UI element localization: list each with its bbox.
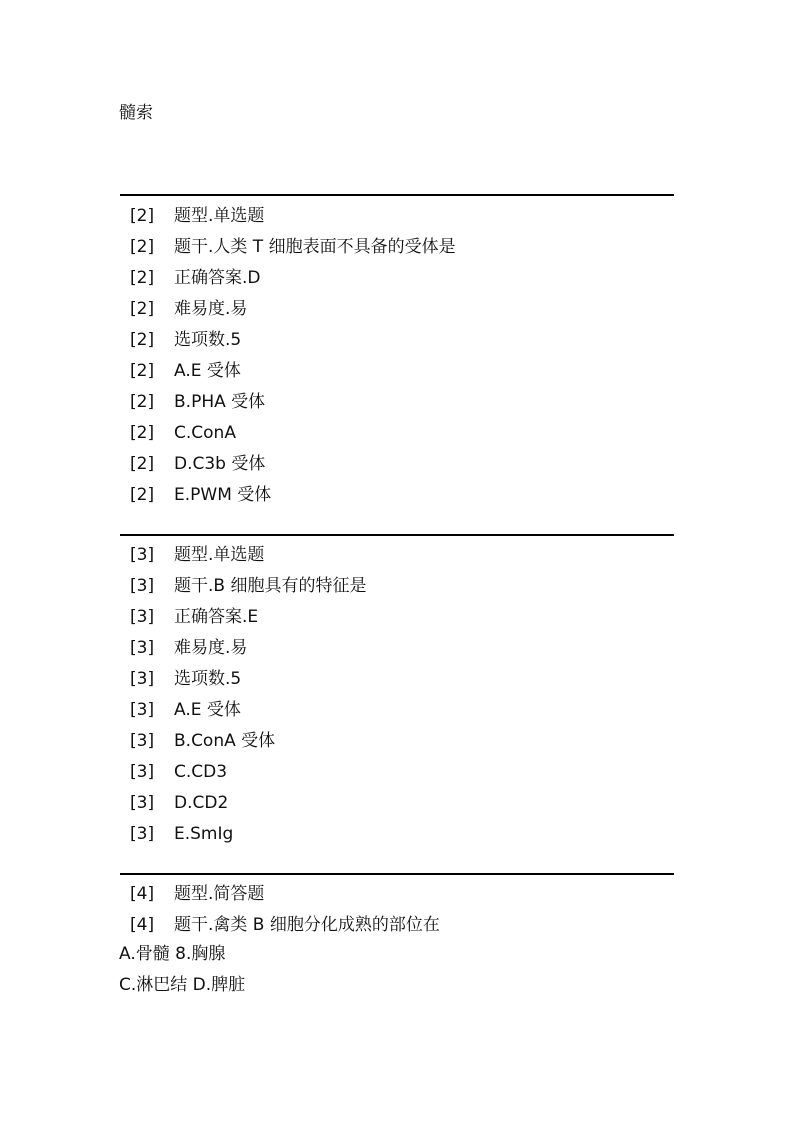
item-tag: [3] [130, 792, 155, 813]
item-text: 题型.单选题 [174, 544, 265, 565]
item-text: C.CD3 [174, 761, 228, 782]
item-text: B.ConA 受体 [174, 730, 276, 751]
item-tag: [2] [130, 360, 155, 381]
item-tag: [3] [130, 761, 155, 782]
list-item [120, 787, 674, 818]
list-item [120, 756, 674, 787]
item-tag: [2] [130, 298, 155, 319]
list-item [120, 386, 674, 417]
question-block-3 [120, 534, 674, 849]
item-tag: [3] [130, 730, 155, 751]
option-line: C.淋巴结 D.脾脏 [119, 975, 246, 995]
list-item [120, 262, 674, 293]
question-block-4 [120, 873, 674, 940]
item-tag: [3] [130, 544, 155, 565]
item-text: 题干.禽类 B 细胞分化成熟的部位在 [174, 914, 440, 935]
item-tag: [2] [130, 205, 155, 226]
item-text: 题型.单选题 [174, 205, 265, 226]
list-item [120, 632, 674, 663]
item-text: B.PHA 受体 [174, 391, 266, 412]
item-text: 难易度.易 [174, 298, 248, 319]
item-tag: [2] [130, 484, 155, 505]
list-item [120, 293, 674, 324]
item-tag: [3] [130, 699, 155, 720]
item-text: D.C3b 受体 [174, 453, 266, 474]
list-item [120, 570, 674, 601]
item-tag: [3] [130, 575, 155, 596]
item-tag: [3] [130, 606, 155, 627]
item-text: 题干.B 细胞具有的特征是 [174, 575, 367, 596]
item-text: 题型.简答题 [174, 883, 265, 904]
list-item [120, 601, 674, 632]
list-item [120, 694, 674, 725]
question-block-2 [120, 194, 674, 510]
item-tag: [3] [130, 668, 155, 689]
item-text: 题干.人类 T 细胞表面不具备的受体是 [174, 236, 456, 257]
list-item [120, 200, 674, 231]
item-tag: [4] [130, 883, 155, 904]
item-text: D.CD2 [174, 792, 229, 813]
list-item [120, 355, 674, 386]
list-item [120, 231, 674, 262]
list-item [120, 448, 674, 479]
option-line: A.骨髓 8.胸腺 [119, 944, 226, 964]
item-text: A.E 受体 [174, 360, 241, 381]
list-item [120, 909, 674, 940]
item-text: E.PWM 受体 [174, 484, 272, 505]
item-tag: [4] [130, 914, 155, 935]
item-tag: [3] [130, 823, 155, 844]
item-text: A.E 受体 [174, 699, 241, 720]
item-tag: [3] [130, 637, 155, 658]
item-text: 选项数.5 [174, 329, 242, 350]
list-item [120, 818, 674, 849]
list-item [120, 663, 674, 694]
item-text: E.SmIg [174, 823, 234, 844]
list-item [120, 479, 674, 510]
item-tag: [2] [130, 453, 155, 474]
item-text: C.ConA [174, 422, 236, 443]
item-text: 选项数.5 [174, 668, 242, 689]
item-tag: [2] [130, 267, 155, 288]
item-text: 正确答案.D [174, 267, 261, 288]
item-tag: [2] [130, 329, 155, 350]
list-item [120, 417, 674, 448]
item-tag: [2] [130, 236, 155, 257]
item-text: 难易度.易 [174, 637, 248, 658]
item-tag: [2] [130, 391, 155, 412]
list-item [120, 725, 674, 756]
page-heading: 髓索 [119, 103, 153, 123]
list-item [120, 878, 674, 909]
item-text: 正确答案.E [174, 606, 259, 627]
item-tag: [2] [130, 422, 155, 443]
list-item [120, 539, 674, 570]
list-item [120, 324, 674, 355]
